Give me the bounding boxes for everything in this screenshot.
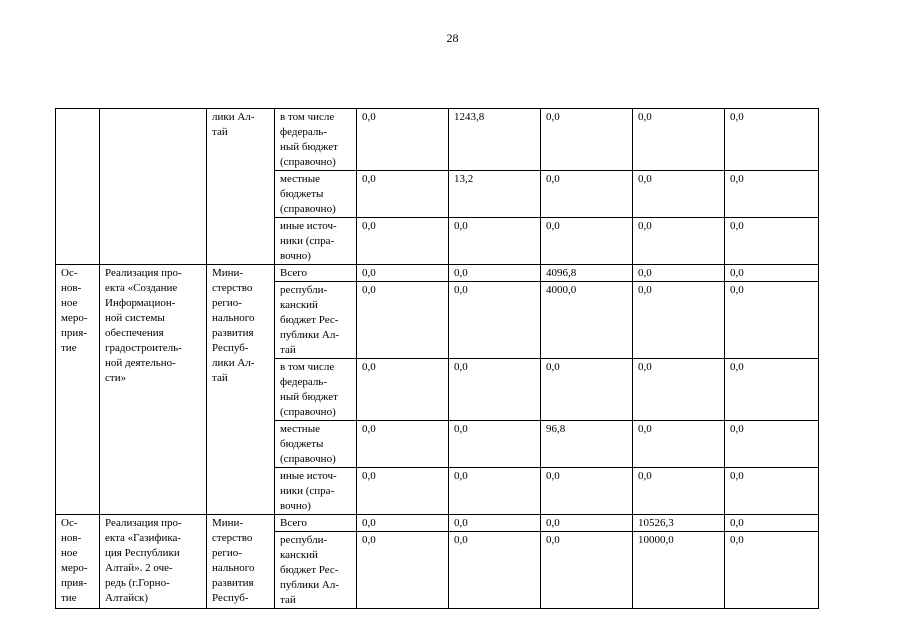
- value-cell: 0,0: [449, 515, 541, 532]
- value-cell: 0,0: [541, 468, 633, 515]
- funding-source-cell: республи- канский бюджет Рес- публики Ал- тай: [275, 532, 357, 609]
- value-cell: 0,0: [357, 532, 449, 609]
- funding-source-cell: в том числе федераль- ный бюджет (справочно): [275, 109, 357, 171]
- value-cell: 10526,3: [633, 515, 725, 532]
- value-cell: 0,0: [633, 359, 725, 421]
- value-cell: 0,0: [633, 109, 725, 171]
- event-type-cell: [56, 109, 100, 265]
- value-cell: 0,0: [357, 468, 449, 515]
- value-cell: 0,0: [357, 109, 449, 171]
- funding-source-cell: иные источ- ники (спра- вочно): [275, 468, 357, 515]
- event-type-cell: Ос- нов- ное меро- прия- тие: [56, 515, 100, 609]
- value-cell: 0,0: [541, 171, 633, 218]
- value-cell: 0,0: [357, 359, 449, 421]
- value-cell: 0,0: [357, 282, 449, 359]
- value-cell: 0,0: [449, 421, 541, 468]
- value-cell: 0,0: [633, 265, 725, 282]
- value-cell: 96,8: [541, 421, 633, 468]
- value-cell: 0,0: [449, 359, 541, 421]
- value-cell: 0,0: [725, 282, 819, 359]
- value-cell: 4000,0: [541, 282, 633, 359]
- event-name-cell: Реализация про- екта «Газифика- ция Республики Алтай». 2 оче- редь (г.Горно- Алтайск): [100, 515, 207, 609]
- value-cell: 0,0: [541, 218, 633, 265]
- value-cell: 0,0: [633, 468, 725, 515]
- value-cell: 0,0: [633, 282, 725, 359]
- value-cell: 0,0: [449, 532, 541, 609]
- value-cell: 0,0: [357, 218, 449, 265]
- value-cell: 0,0: [725, 265, 819, 282]
- funding-source-cell: республи- канский бюджет Рес- публики Ал- тай: [275, 282, 357, 359]
- table-row: [56, 515, 819, 532]
- value-cell: 0,0: [725, 421, 819, 468]
- funding-source-cell: Всего: [275, 265, 357, 282]
- value-cell: 0,0: [725, 218, 819, 265]
- table-row: [56, 265, 819, 282]
- value-cell: 0,0: [725, 515, 819, 532]
- funding-source-cell: Всего: [275, 515, 357, 532]
- budget-table: [55, 108, 819, 609]
- value-cell: 0,0: [357, 421, 449, 468]
- value-cell: 0,0: [633, 171, 725, 218]
- value-cell: 0,0: [357, 265, 449, 282]
- value-cell: 0,0: [541, 109, 633, 171]
- table-row: [56, 109, 819, 171]
- executor-cell: Мини- стерство регио- нального развития Респуб- лики Ал- тай: [207, 265, 275, 515]
- value-cell: 0,0: [357, 171, 449, 218]
- event-name-cell: Реализация про- екта «Создание Информацион- ной системы обеспечения градостроитель- ной деятельно- сти»: [100, 265, 207, 515]
- value-cell: 1243,8: [449, 109, 541, 171]
- value-cell: 0,0: [541, 359, 633, 421]
- value-cell: 0,0: [725, 171, 819, 218]
- value-cell: 0,0: [725, 109, 819, 171]
- executor-cell: Мини- стерство регио- нального развития Респуб-: [207, 515, 275, 609]
- funding-source-cell: местные бюджеты (справочно): [275, 421, 357, 468]
- value-cell: 10000,0: [633, 532, 725, 609]
- event-type-cell: Ос- нов- ное меро- прия- тие: [56, 265, 100, 515]
- funding-source-cell: в том числе федераль- ный бюджет (справочно): [275, 359, 357, 421]
- value-cell: 0,0: [633, 218, 725, 265]
- value-cell: 0,0: [449, 468, 541, 515]
- funding-source-cell: местные бюджеты (справочно): [275, 171, 357, 218]
- value-cell: 0,0: [541, 515, 633, 532]
- value-cell: 4096,8: [541, 265, 633, 282]
- value-cell: 0,0: [725, 468, 819, 515]
- value-cell: 0,0: [725, 359, 819, 421]
- funding-source-cell: иные источ- ники (спра- вочно): [275, 218, 357, 265]
- value-cell: 0,0: [633, 421, 725, 468]
- event-name-cell: [100, 109, 207, 265]
- value-cell: 13,2: [449, 171, 541, 218]
- value-cell: 0,0: [725, 532, 819, 609]
- page-number: 28: [446, 31, 459, 45]
- value-cell: 0,0: [449, 218, 541, 265]
- value-cell: 0,0: [449, 282, 541, 359]
- value-cell: 0,0: [357, 515, 449, 532]
- executor-cell: лики Ал- тай: [207, 109, 275, 265]
- value-cell: 0,0: [449, 265, 541, 282]
- value-cell: 0,0: [541, 532, 633, 609]
